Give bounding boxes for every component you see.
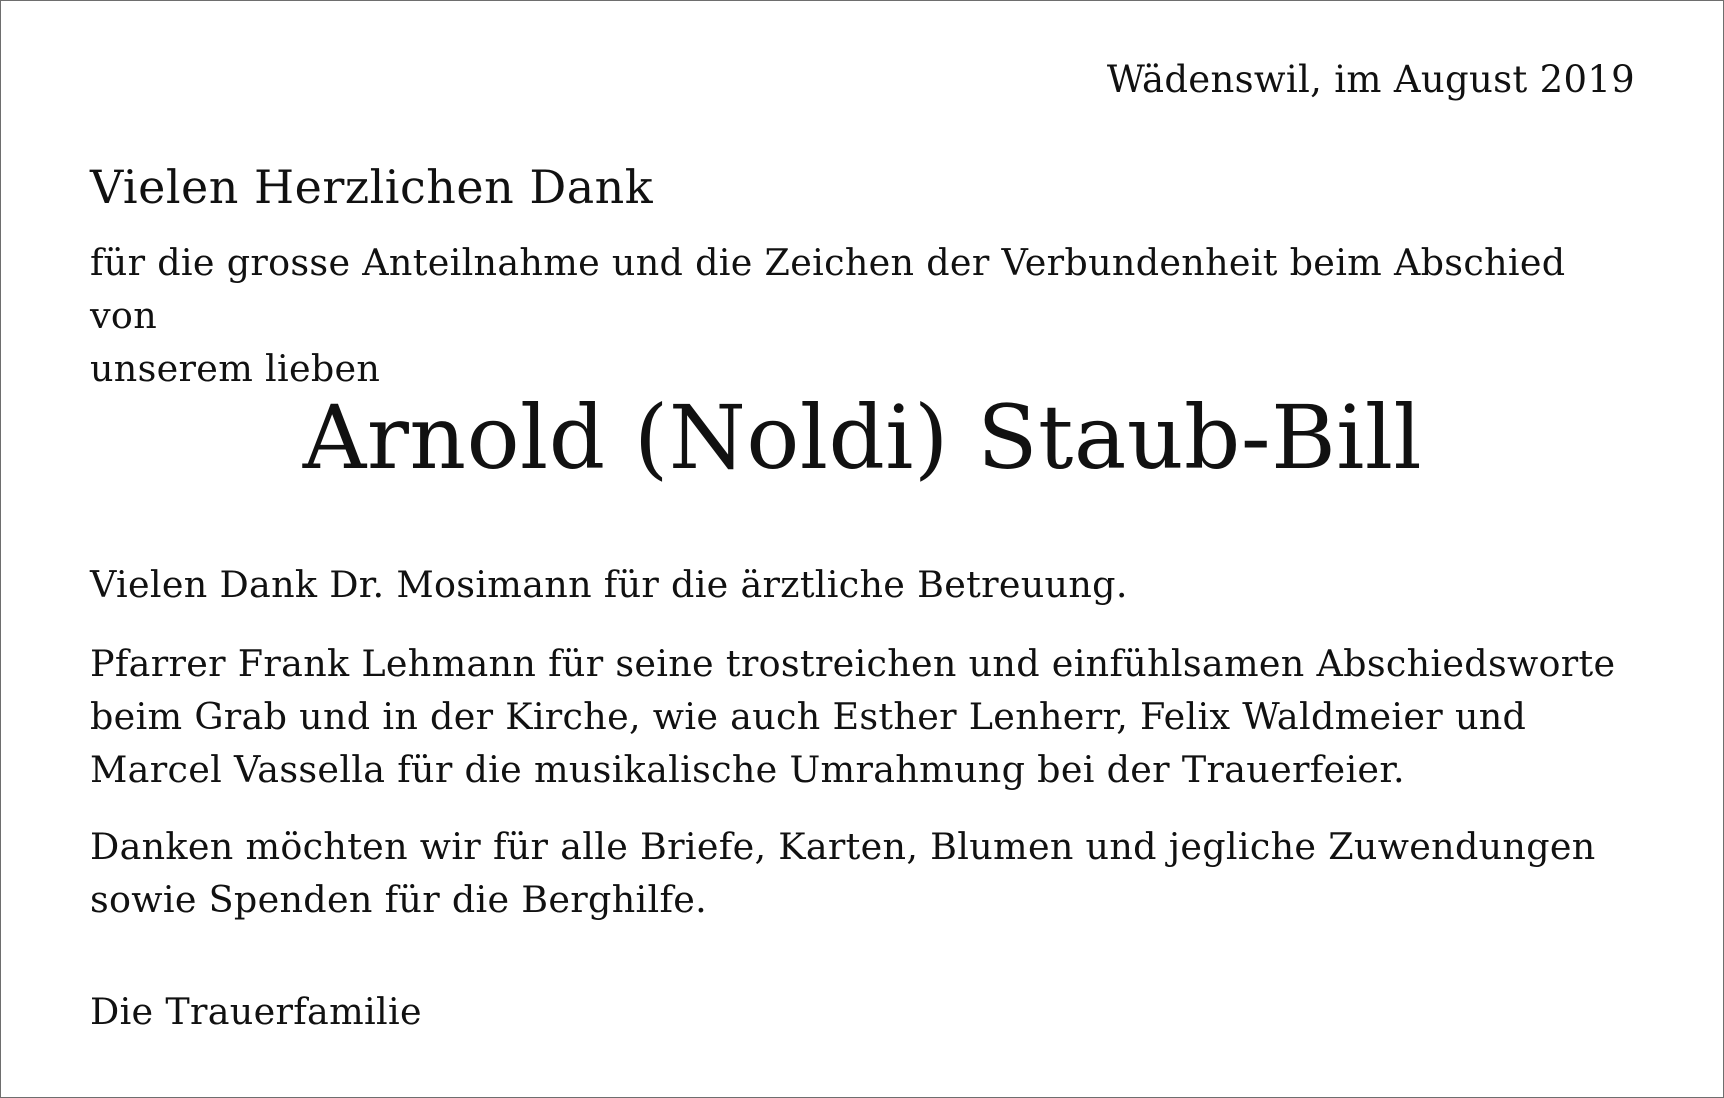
paragraph-pastor-music — [90, 637, 1635, 796]
paragraph-line: beim Grab und in der Kirche, wie auch Esther Lenherr, Felix Waldmeier und — [90, 695, 1527, 738]
intro-text — [90, 236, 1635, 395]
intro-line: für die grosse Anteilnahme und die Zeichen der Verbundenheit beim Abschied von — [90, 241, 1566, 337]
deceased-name: Arnold (Noldi) Staub-Bill — [302, 386, 1423, 489]
paragraph-line: sowie Spenden für die Berghilfe. — [90, 878, 708, 921]
signature: Die Trauerfamilie — [90, 990, 422, 1033]
place-date: Wädenswil, im August 2019 — [1106, 58, 1635, 101]
paragraph-doctor — [90, 558, 1635, 611]
paragraph-line: Vielen Dank Dr. Mosimann für die ärztliche Betreuung. — [90, 563, 1128, 606]
intro-line: unserem lieben — [90, 347, 381, 390]
thanks-heading: Vielen Herzlichen Dank — [90, 160, 654, 214]
paragraph-line: Pfarrer Frank Lehmann für seine trostreichen und einfühlsamen Abschiedsworte — [90, 642, 1616, 685]
paragraph-letters-donations — [90, 820, 1635, 926]
paragraph-line: Marcel Vassella für die musikalische Umrahmung bei der Trauerfeier. — [90, 748, 1405, 791]
paragraph-line: Danken möchten wir für alle Briefe, Karten, Blumen und jegliche Zuwendungen — [90, 825, 1596, 868]
